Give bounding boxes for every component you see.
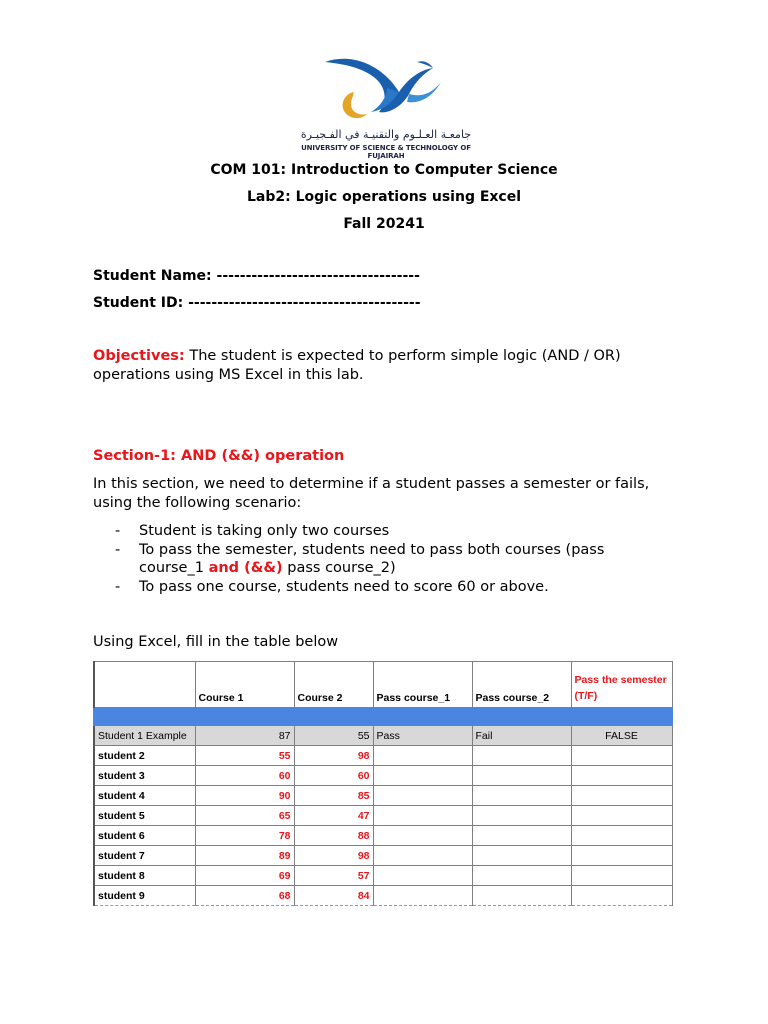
example-semester: FALSE xyxy=(571,726,672,746)
logo-english-text: UNIVERSITY OF SCIENCE & TECHNOLOGY OF FUJAIRAH xyxy=(301,144,471,160)
course2-cell: 88 xyxy=(294,826,373,846)
list-item: - To pass one course, students need to score 60 or above. xyxy=(115,578,549,595)
table-intro: Using Excel, fill in the table below xyxy=(93,634,339,650)
header-course2: Course 2 xyxy=(294,662,373,708)
pass1-input-cell[interactable] xyxy=(373,866,472,886)
objectives-label: Objectives: xyxy=(93,348,185,364)
pass2-input-cell[interactable] xyxy=(472,806,571,826)
student-name-field: Student Name: ----------------------------------- xyxy=(93,268,420,284)
pass1-input-cell[interactable] xyxy=(373,746,472,766)
course-title: COM 101: Introduction to Computer Science xyxy=(210,162,558,178)
student-name-cell: student 8 xyxy=(94,866,195,886)
table-row xyxy=(94,846,672,866)
course2-cell: 57 xyxy=(294,866,373,886)
table-row xyxy=(94,886,672,906)
table-row-example xyxy=(94,726,672,746)
scenario-list xyxy=(93,522,668,596)
pass2-input-cell[interactable] xyxy=(472,746,571,766)
example-name: Student 1 Example xyxy=(94,726,195,746)
header-pass1: Pass course_1 xyxy=(373,662,472,708)
pass1-input-cell[interactable] xyxy=(373,826,472,846)
semester-input-cell[interactable] xyxy=(571,766,672,786)
course1-cell: 69 xyxy=(195,866,294,886)
course1-cell: 55 xyxy=(195,746,294,766)
table-row xyxy=(94,806,672,826)
example-course1: 87 xyxy=(195,726,294,746)
pass1-input-cell[interactable] xyxy=(373,766,472,786)
semester-input-cell[interactable] xyxy=(571,846,672,866)
term-title: Fall 20241 xyxy=(343,216,425,232)
pass1-input-cell[interactable] xyxy=(373,846,472,866)
course1-cell: 60 xyxy=(195,766,294,786)
example-pass2: Fail xyxy=(472,726,571,746)
example-pass1: Pass xyxy=(373,726,472,746)
logo-arabic-text: جامعـة العـلـوم والتقنيـة في الفـجيـرة xyxy=(300,128,472,141)
course2-cell: 47 xyxy=(294,806,373,826)
pass2-input-cell[interactable] xyxy=(472,826,571,846)
student-name-cell: student 3 xyxy=(94,766,195,786)
student-id-field: Student ID: ---------------------------------------- xyxy=(93,295,421,311)
semester-input-cell[interactable] xyxy=(571,746,672,766)
course2-cell: 98 xyxy=(294,846,373,866)
bird-emblem-icon xyxy=(283,52,489,128)
university-logo xyxy=(283,52,489,158)
semester-input-cell[interactable] xyxy=(571,826,672,846)
section1-intro: In this section, we need to determine if a student passes a semester or fails, using the following scenario: xyxy=(93,476,650,511)
student-name-cell: student 4 xyxy=(94,786,195,806)
objectives-paragraph xyxy=(93,347,653,384)
pass1-input-cell[interactable] xyxy=(373,806,472,826)
header-semester: Pass the semester (T/F) xyxy=(571,662,672,708)
pass2-input-cell[interactable] xyxy=(472,846,571,866)
course1-cell: 65 xyxy=(195,806,294,826)
student-name-cell: student 7 xyxy=(94,846,195,866)
pass2-input-cell[interactable] xyxy=(472,786,571,806)
student-name-cell: student 2 xyxy=(94,746,195,766)
table-row xyxy=(94,766,672,786)
pass1-input-cell[interactable] xyxy=(373,886,472,906)
example-course2: 55 xyxy=(294,726,373,746)
table-header-row xyxy=(94,662,672,708)
pass2-input-cell[interactable] xyxy=(472,766,571,786)
header-pass2: Pass course_2 xyxy=(472,662,571,708)
student-name-cell: student 6 xyxy=(94,826,195,846)
pass1-input-cell[interactable] xyxy=(373,786,472,806)
pass2-input-cell[interactable] xyxy=(472,886,571,906)
table-row xyxy=(94,826,672,846)
table-row xyxy=(94,786,672,806)
course2-cell: 84 xyxy=(294,886,373,906)
course2-cell: 98 xyxy=(294,746,373,766)
course1-cell: 89 xyxy=(195,846,294,866)
semester-input-cell[interactable] xyxy=(571,806,672,826)
course1-cell: 68 xyxy=(195,886,294,906)
pass2-input-cell[interactable] xyxy=(472,866,571,886)
table-row xyxy=(94,746,672,766)
semester-input-cell[interactable] xyxy=(571,866,672,886)
list-item: - To pass the semester, students need to pass both courses (pass course_1 and (&&) pass course_2) xyxy=(115,541,605,576)
grades-table xyxy=(93,661,673,906)
course2-cell: 60 xyxy=(294,766,373,786)
course1-cell: 78 xyxy=(195,826,294,846)
objectives-text: The student is expected to perform simple logic (AND / OR) operations using MS Excel in this lab. xyxy=(93,348,621,383)
lab-title: Lab2: Logic operations using Excel xyxy=(246,189,522,205)
student-name-cell: student 5 xyxy=(94,806,195,826)
list-item: - Student is taking only two courses xyxy=(115,523,390,539)
semester-input-cell[interactable] xyxy=(571,786,672,806)
header-course1: Course 1 xyxy=(195,662,294,708)
student-name-cell: student 9 xyxy=(94,886,195,906)
section1-heading: Section-1: AND (&&) operation xyxy=(93,448,345,464)
table-blue-band xyxy=(94,708,672,726)
course2-cell: 85 xyxy=(294,786,373,806)
course1-cell: 90 xyxy=(195,786,294,806)
table-row xyxy=(94,866,672,886)
semester-input-cell[interactable] xyxy=(571,886,672,906)
